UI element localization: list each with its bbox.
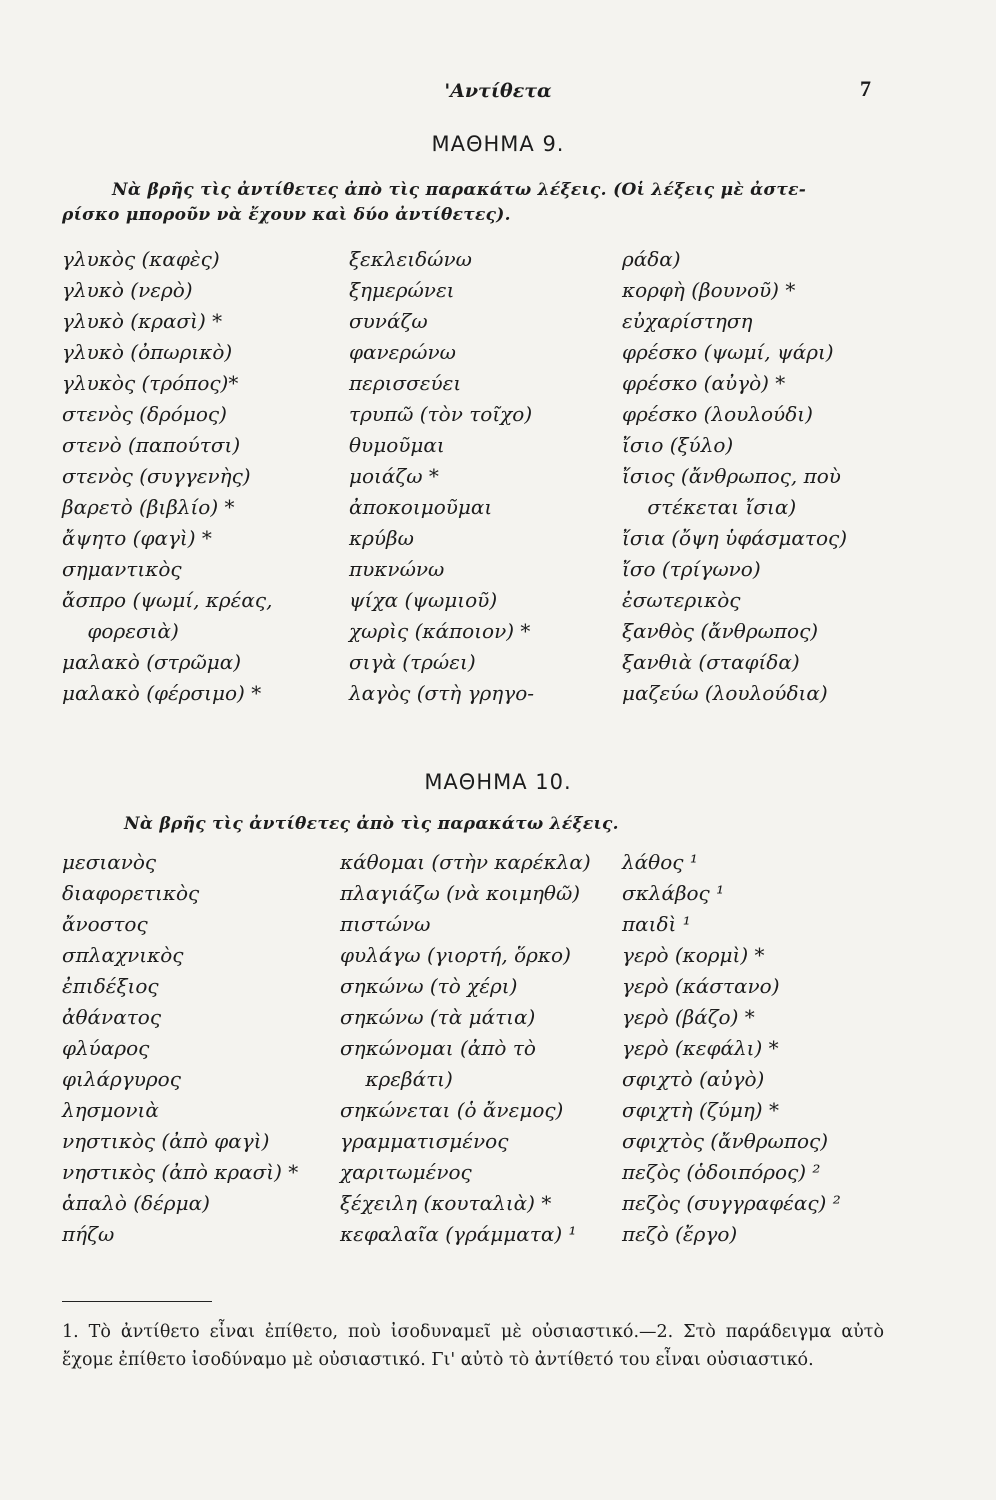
word-entry: κρεβάτι) [340, 1067, 453, 1091]
word-entry: σκλάβος ¹ [622, 881, 725, 905]
word-entry: ἐσωτερικὸς [622, 588, 741, 612]
word-entry: μαλακὸ (στρῶμα) [62, 650, 242, 674]
word-entry: χαριτωμένος [340, 1160, 472, 1184]
footnote-rule [62, 1301, 212, 1302]
lesson-10-instruction: Νὰ βρῆς τὶς ἀντίθετες ἀπὸ τὶς παρακάτω λέξεις. [124, 814, 619, 834]
word-entry: ἀποκοιμοῦμαι [349, 495, 493, 519]
lesson-10-column-1 [62, 847, 298, 1250]
word-entry: γερὸ (βάζο) * [622, 1005, 755, 1029]
word-entry: μεσιανὸς [62, 850, 157, 874]
lesson-10-column-2 [340, 847, 591, 1250]
word-entry: ἴσια (ὄψη ὑφάσματος) [622, 526, 847, 550]
word-entry: περισσεύει [349, 371, 462, 395]
lesson-9-title: ΜΑΘΗΜΑ 9. [431, 132, 565, 156]
word-entry: πυκνώνω [349, 557, 445, 581]
word-entry: φιλάργυρος [62, 1067, 181, 1091]
word-entry: λαγὸς (στὴ γρηγο- [349, 681, 535, 705]
word-entry: μαλακὸ (φέρσιμο) * [62, 681, 262, 705]
word-entry: φρέσκο (ψωμί, ψάρι) [622, 340, 834, 364]
word-entry: σφιχτὸ (αὐγὸ) [622, 1067, 765, 1091]
word-entry: γερὸ (κορμὶ) * [622, 943, 765, 967]
word-entry: χωρὶς (κάποιον) * [349, 619, 531, 643]
word-entry: κεφαλαῖα (γράμματα) ¹ [340, 1222, 577, 1246]
word-entry: πλαγιάζω (νὰ κοιμηθῶ) [340, 881, 581, 905]
word-entry: γλυκὸ (νερὸ) [62, 278, 193, 302]
word-entry: ἄνοστος [62, 912, 148, 936]
word-entry: ἀθάνατος [62, 1005, 162, 1029]
word-entry: διαφορετικὸς [62, 881, 200, 905]
word-entry: μαζεύω (λουλούδια) [622, 681, 828, 705]
word-entry: τρυπῶ (τὸν τοῖχο) [349, 402, 533, 426]
word-entry: ἐπιδέξιος [62, 974, 159, 998]
word-entry: γερὸ (κάστανο) [622, 974, 780, 998]
word-entry: φρέσκο (αὐγὸ) * [622, 371, 786, 395]
word-entry: ξανθιὰ (σταφίδα) [622, 650, 800, 674]
lesson-9-instruction-line2: ρίσκο μποροῦν νὰ ἔχουν καὶ δύο ἀντίθετες). [62, 205, 511, 225]
word-entry: σηκώνεται (ὁ ἄνεμος) [340, 1098, 564, 1122]
word-entry: πήζω [62, 1222, 115, 1246]
word-entry: κορφὴ (βουνοῦ) * [622, 278, 796, 302]
word-entry: ἴσο (τρίγωνο) [622, 557, 761, 581]
word-entry: λησμονιὰ [62, 1098, 159, 1122]
word-entry: συνάζω [349, 309, 428, 333]
word-entry: βαρετὸ (βιβλίο) * [62, 495, 235, 519]
word-entry: κρύβω [349, 526, 414, 550]
word-entry: στέκεται ἴσια) [622, 495, 797, 519]
word-entry: φυλάγω (γιορτή, ὅρκο) [340, 943, 571, 967]
lesson-10-column-3 [622, 847, 841, 1250]
word-entry: φανερώνω [349, 340, 456, 364]
lesson-9-column-3 [622, 244, 847, 709]
word-entry: φλύαρος [62, 1036, 150, 1060]
word-entry: νηστικὸς (ἀπὸ φαγὶ) [62, 1129, 270, 1153]
word-entry: σηκώνω (τὰ μάτια) [340, 1005, 536, 1029]
word-entry: γλυκὸ (κρασὶ) * [62, 309, 223, 333]
word-entry: σηκώνομαι (ἀπὸ τὸ [340, 1036, 536, 1060]
lesson-10-title: ΜΑΘΗΜΑ 10. [424, 770, 572, 794]
word-entry: παιδὶ ¹ [622, 912, 691, 936]
word-entry: σημαντικὸς [62, 557, 182, 581]
word-entry: σηκώνω (τὸ χέρι) [340, 974, 518, 998]
word-entry: γλυκὸς (καφὲς) [62, 247, 220, 271]
footnote: 1. Τὸ ἀντίθετο εἶναι ἐπίθετο, ποὺ ἰσοδυναμεῖ μὲ οὐσιαστικό.—2. Στὸ παράδειγμα αὐτὸ ἔχομε ἐπίθετο ἰσοδύναμο μὲ οὐσιαστικό. Γι' αὐτὸ τὸ ἀντίθετό του εἶναι οὐσιαστικό. [62, 1322, 884, 1370]
word-entry: ράδα) [622, 247, 681, 271]
word-entry: σπλαχνικὸς [62, 943, 184, 967]
word-entry: γλυκὸ (ὀπωρικὸ) [62, 340, 233, 364]
word-entry: γραμματισμένος [340, 1129, 509, 1153]
word-entry: σφιχτὸς (ἄνθρωπος) [622, 1129, 829, 1153]
word-entry: στενὸ (παπούτσι) [62, 433, 241, 457]
word-entry: φορεσιὰ) [62, 619, 179, 643]
word-entry: ἴσιος (ἄνθρωπος, ποὺ [622, 464, 841, 488]
word-entry: πεζὸ (ἔργο) [622, 1222, 738, 1246]
word-entry: ψίχα (ψωμιοῦ) [349, 588, 498, 612]
word-entry: γερὸ (κεφάλι) * [622, 1036, 779, 1060]
word-entry: ἁπαλὸ (δέρμα) [62, 1191, 210, 1215]
word-entry: μοιάζω * [349, 464, 439, 488]
word-entry: σφιχτὴ (ζύμη) * [622, 1098, 779, 1122]
word-entry: ξημερώνει [349, 278, 455, 302]
word-entry: φρέσκο (λουλούδι) [622, 402, 813, 426]
lesson-9-column-1 [62, 244, 272, 709]
word-entry: λάθος ¹ [622, 850, 698, 874]
word-entry: νηστικὸς (ἀπὸ κρασὶ) * [62, 1160, 299, 1184]
word-entry: κάθομαι (στὴν καρέκλα) [340, 850, 591, 874]
word-entry: ἴσιο (ξύλο) [622, 433, 734, 457]
word-entry: ἄψητο (φαγὶ) * [62, 526, 212, 550]
page-number: 7 [860, 76, 871, 101]
word-entry: πεζὸς (ὁδοιπόρος) ² [622, 1160, 821, 1184]
word-entry: πιστώνω [340, 912, 431, 936]
word-entry: ἄσπρο (ψωμί, κρέας, [62, 588, 273, 612]
word-entry: ξεκλειδώνω [349, 247, 472, 271]
word-entry: στενὸς (συγγενὴς) [62, 464, 251, 488]
word-entry: γλυκὸς (τρόπος)* [62, 371, 239, 395]
word-entry: εὐχαρίστηση [622, 309, 753, 333]
word-entry: ξανθὸς (ἄνθρωπος) [622, 619, 819, 643]
word-entry: στενὸς (δρόμος) [62, 402, 227, 426]
word-entry: σιγὰ (τρώει) [349, 650, 476, 674]
word-entry: θυμοῦμαι [349, 433, 445, 457]
lesson-9-column-2 [349, 244, 534, 709]
lesson-9-instruction-line1: Νὰ βρῆς τὶς ἀντίθετες ἀπὸ τὶς παρακάτω λέξεις. (Οἱ λέξεις μὲ ἀστε- [112, 180, 807, 200]
word-entry: πεζὸς (συγγραφέας) ² [622, 1191, 841, 1215]
running-header: 'Αντίθετα [444, 80, 552, 102]
word-entry: ξέχειλη (κουταλιὰ) * [340, 1191, 552, 1215]
